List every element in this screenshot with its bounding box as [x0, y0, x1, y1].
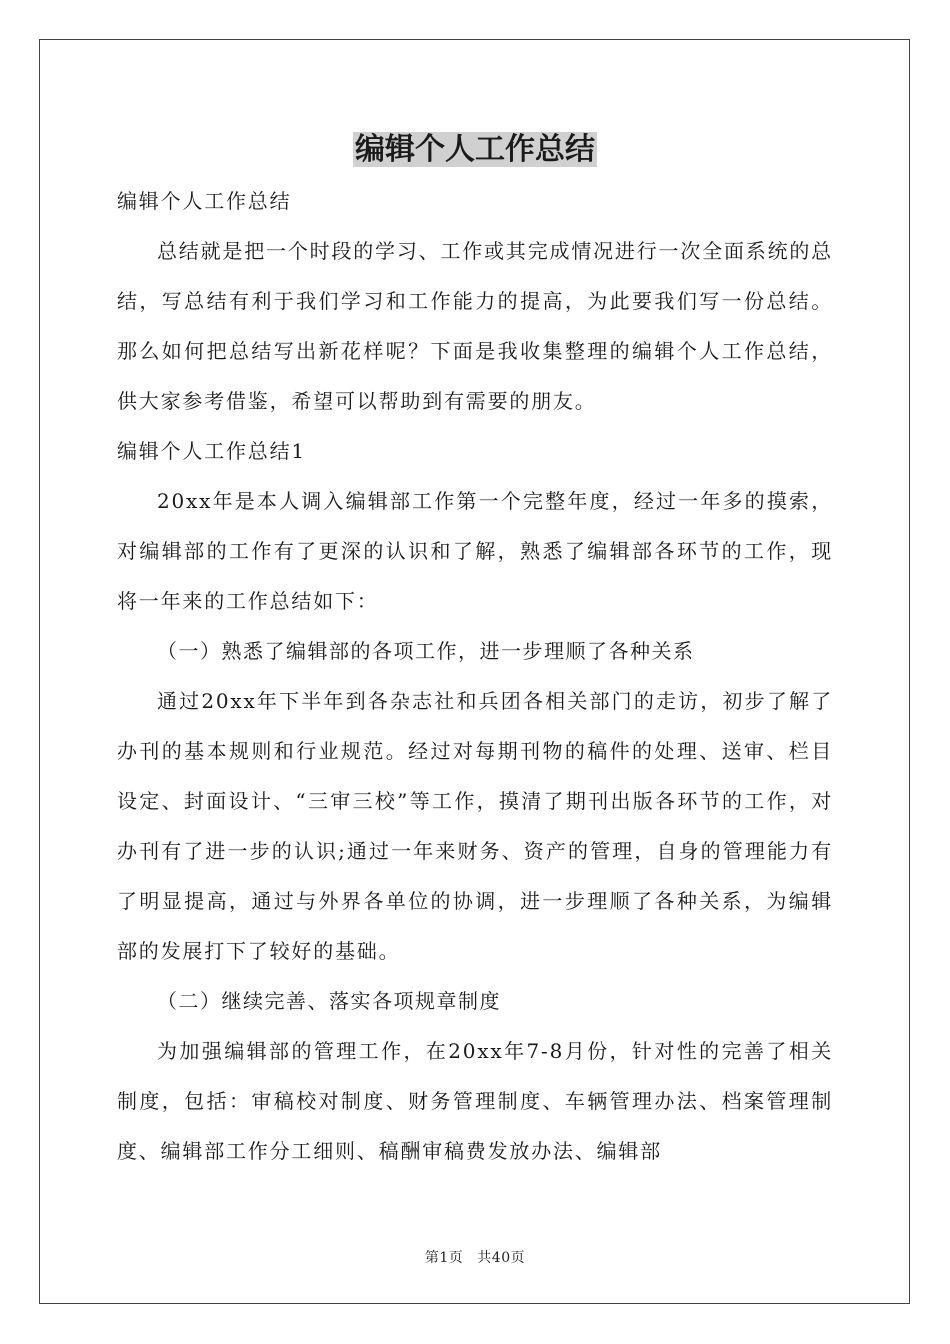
- paragraph-work-details: 通过20xx年下半年到各杂志社和兵团各相关部门的走访，初步了解了办刊的基本规则和行业规范。经过对每期刊物的稿件的处理、送审、栏目设定、封面设计、“三审三校”等工作，摸清了期刊出版各环节的工作，对办刊有了进一步的认识;通过一年来财务、资产的管理，自身的管理能力有了明显提高，通过与外界各单位的协调，进一步理顺了各种关系，为编辑部的发展打下了较好的基础。: [117, 689, 833, 963]
- paragraph-overview: 20xx年是本人调入编辑部工作第一个完整年度，经过一年多的摸索，对编辑部的工作有了更深的认识和了解，熟悉了编辑部各环节的工作，现将一年来的工作总结如下：: [117, 489, 833, 613]
- paragraph-intro-heading: 编辑个人工作总结: [117, 189, 292, 213]
- subheading-1: （一）熟悉了编辑部的各项工作，进一步理顺了各种关系: [157, 639, 695, 663]
- page-number: 第1页: [424, 1250, 464, 1266]
- section-heading-1: 编辑个人工作总结1: [117, 439, 306, 463]
- document-title: [0, 128, 950, 172]
- paragraph-rules: 为加强编辑部的管理工作，在20xx年7-8月份，针对性的完善了相关制度，包括：审稿校对制度、财务管理制度、车辆管理办法、档案管理制度、编辑部工作分工细则、稿酬审稿费发放办法、编辑部: [117, 1039, 833, 1163]
- subheading-2: （二）继续完善、落实各项规章制度: [157, 989, 501, 1013]
- document-body: [117, 176, 833, 1176]
- document-title-text: 编辑个人工作总结: [355, 132, 595, 167]
- page-total: 共40页: [477, 1250, 526, 1266]
- paragraph-intro: 总结就是把一个时段的学习、工作或其完成情况进行一次全面系统的总结，写总结有利于我们学习和工作能力的提高，为此要我们写一份总结。那么如何把总结写出新花样呢？下面是我收集整理的编辑个人工作总结，供大家参考借鉴，希望可以帮助到有需要的朋友。: [117, 239, 833, 413]
- page-footer: [0, 1247, 950, 1267]
